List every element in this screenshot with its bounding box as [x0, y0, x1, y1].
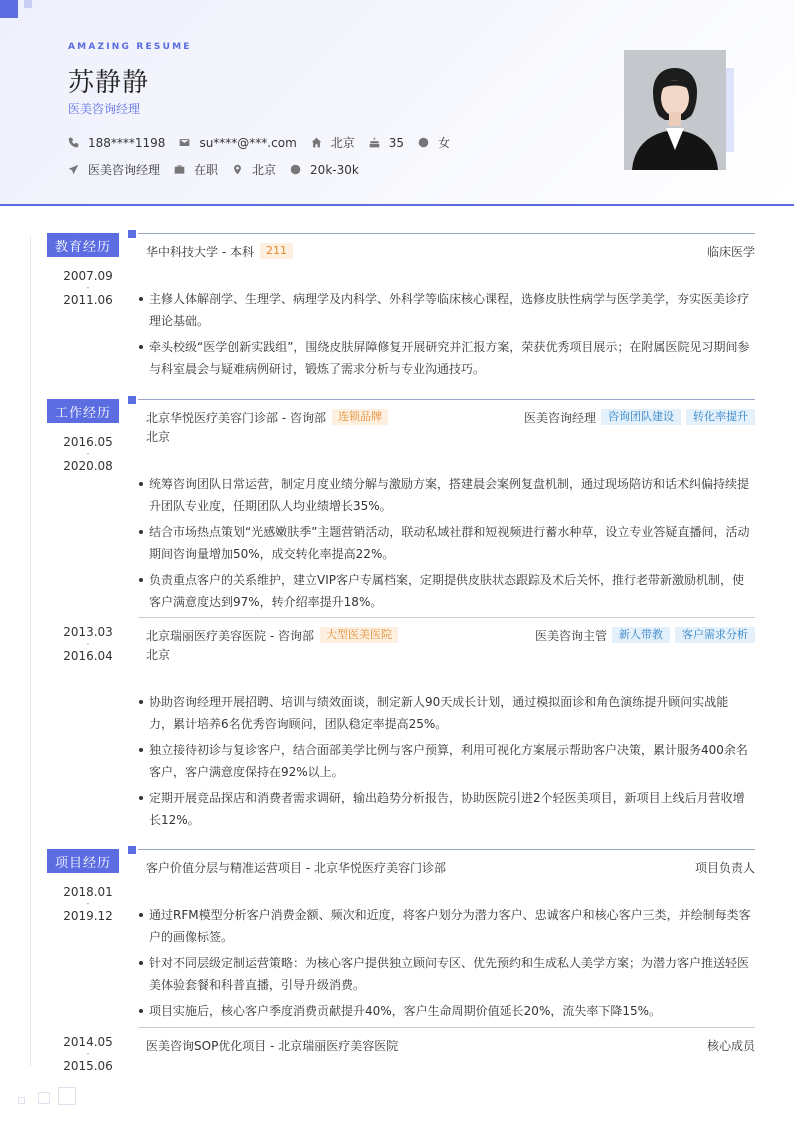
list-item: 协助咨询经理开展招聘、培训与绩效面谈，制定新人90天成长计划，通过模拟面诊和角色演练提升顾问实战能力，累计培养6名优秀咨询顾问，团队稳定率提高25%。	[138, 691, 752, 735]
role-title: 医美咨询经理	[523, 410, 596, 425]
work-date-1	[40, 436, 136, 472]
project-bullets-1	[138, 904, 752, 1026]
employment-status-info	[174, 161, 218, 178]
age-info	[369, 136, 404, 150]
list-item: 负责重点客户的关系维护，建立VIP客户专属档案，定期提供皮肤状态跟踪及术后关怀，推行老带新激励机制，使客户满意度达到97%，转介绍率提升18%。	[138, 569, 752, 613]
project-date-2	[40, 1036, 136, 1072]
project-name: 客户价值分层与精准运营项目 - 北京华悦医疗美容门诊部	[146, 860, 446, 875]
work-city-2: 北京	[146, 648, 171, 662]
money-icon	[290, 164, 301, 175]
list-item: 独立接待初诊与复诊客户，结合面部美学比例与客户预算，利用可视化方案展示帮助客户决策，累计服务400余名客户，客户满意度保持在92%以上。	[138, 739, 752, 783]
job-info-row	[68, 161, 373, 178]
date-separator: -	[86, 639, 90, 648]
section-divider-projects	[138, 849, 755, 850]
gender-icon	[418, 137, 429, 148]
education-date	[40, 270, 136, 306]
target-position-info	[68, 161, 160, 178]
section-divider-education	[138, 233, 755, 234]
entry-divider	[138, 617, 755, 618]
company-tag: 连锁品牌	[332, 409, 388, 425]
entry-divider	[138, 1027, 755, 1028]
footer-square-decoration	[58, 1087, 76, 1105]
list-item: 牵头校级“医学创新实践组”，围绕皮肤屏障修复开展研究并汇报方案，荣获优秀项目展示；在附属医院见习期间参与科室晨会与疑难病例研讨，锻炼了需求分析与专业沟通技巧。	[138, 336, 752, 380]
briefcase-icon	[174, 164, 185, 175]
avatar	[624, 50, 726, 170]
work-entry-header-2	[146, 626, 755, 644]
work-city-1: 北京	[146, 430, 171, 444]
employment-status-text: 在职	[194, 163, 219, 177]
education-bullets	[138, 288, 752, 384]
phone-icon	[68, 137, 79, 148]
target-city-info	[232, 161, 276, 178]
list-item: 主修人体解剖学、生理学、病理学及内科学、外科学等临床核心课程，选修皮肤性病学与医学美学，夯实医美诊疗理论基础。	[138, 288, 752, 332]
skill-tag: 客户需求分析	[675, 627, 755, 643]
major-name: 临床医学	[706, 244, 755, 259]
section-divider-work	[138, 399, 755, 400]
work-entry-header-1	[146, 408, 755, 426]
gender-text: 女	[438, 136, 451, 150]
phone-info	[68, 136, 165, 150]
date-separator: -	[86, 449, 90, 458]
role-group	[535, 627, 755, 644]
candidate-title: 医美咨询经理	[68, 102, 141, 116]
list-item: 统筹咨询团队日常运营，制定月度业绩分解与激励方案，搭建晨会案例复盘机制，通过现场陪访和话术纠偏持续提升团队专业度，任期团队人均业绩增长35%。	[138, 473, 752, 517]
date-separator: -	[86, 283, 90, 292]
list-item: 针对不同层级定制运营策略：为核心客户提供独立顾问专区、优先预约和生成私人美学方案；为潜力客户推送轻医美体验套餐和科普直播，引导升级消费。	[138, 952, 752, 996]
school-tag: 211	[260, 243, 293, 259]
salary-info	[290, 163, 359, 177]
date-start: 2013.03	[63, 625, 113, 639]
work-date-2	[40, 626, 136, 662]
footer-square-decoration	[18, 1097, 25, 1104]
corner-square-small-decoration	[24, 0, 32, 8]
project-role: 项目负责人	[694, 860, 755, 875]
section-label-projects: 项目经历	[47, 849, 119, 873]
project-entry-header-1	[146, 858, 755, 876]
education-entry-header	[146, 242, 755, 260]
section-marker-projects	[128, 846, 136, 854]
project-entry-header-2	[146, 1036, 755, 1054]
section-label-work: 工作经历	[47, 399, 119, 423]
skill-tag: 新人带教	[612, 627, 670, 643]
home-city-text: 北京	[330, 136, 355, 150]
send-icon	[68, 164, 79, 175]
company-tag: 大型医美医院	[320, 627, 398, 643]
project-role: 核心成员	[706, 1038, 755, 1053]
email-text: su****@***.com	[199, 135, 297, 150]
resume-header	[0, 0, 794, 206]
date-start: 2007.09	[63, 269, 113, 283]
company-name: 北京华悦医疗美容门诊部 - 咨询部	[146, 410, 326, 425]
section-label-education: 教育经历	[47, 233, 119, 257]
list-item: 项目实施后，核心客户季度消费贡献提升40%，客户生命周期价值延长20%，流失率下降15%。	[138, 1000, 752, 1022]
brand-label: AMAZING RESUME	[68, 42, 192, 52]
home-city-info	[311, 134, 355, 151]
date-start: 2018.01	[63, 885, 113, 899]
candidate-name: 苏静静	[68, 68, 150, 98]
salary-text: 20k-30k	[310, 162, 359, 177]
location-icon	[232, 164, 243, 175]
footer-square-decoration	[38, 1092, 50, 1104]
project-name: 医美咨询SOP优化项目 - 北京瑞丽医疗美容医院	[146, 1038, 399, 1053]
gender-info	[418, 134, 450, 151]
date-start: 2016.05	[63, 435, 113, 449]
target-position-text: 医美咨询经理	[88, 163, 161, 177]
section-marker-education	[128, 230, 136, 238]
date-end: 2011.06	[63, 293, 113, 307]
date-end: 2020.08	[63, 459, 113, 473]
email-info	[179, 136, 296, 150]
email-icon	[179, 137, 190, 148]
contact-info-row	[68, 134, 464, 151]
school-name: 华中科技大学 - 本科	[146, 244, 254, 259]
phone-text: 188****1198	[88, 135, 166, 150]
corner-square-decoration	[0, 0, 18, 18]
role-group	[524, 409, 755, 426]
target-city-text: 北京	[252, 163, 277, 177]
age-text: 35	[388, 135, 405, 150]
company-name: 北京瑞丽医疗美容医院 - 咨询部	[146, 628, 314, 643]
date-end: 2019.12	[63, 909, 113, 923]
list-item: 通过RFM模型分析客户消费金额、频次和近度，将客户划分为潜力客户、忠诚客户和核心客户三类，并绘制每类客户的画像标签。	[138, 904, 752, 948]
portrait-silhouette-icon	[624, 50, 726, 170]
role-title: 医美咨询主管	[534, 628, 607, 643]
list-item: 定期开展竞品探店和消费者需求调研，输出趋势分析报告，协助医院引进2个轻医美项目，新项目上线后月营收增长12%。	[138, 787, 752, 831]
date-separator: -	[86, 1049, 90, 1058]
date-separator: -	[86, 899, 90, 908]
section-marker-work	[128, 396, 136, 404]
home-icon	[311, 137, 322, 148]
timeline-line	[30, 236, 31, 1066]
work-bullets-1	[138, 473, 752, 617]
cake-icon	[369, 137, 380, 148]
skill-tag: 咨询团队建设	[601, 409, 681, 425]
skill-tag: 转化率提升	[686, 409, 755, 425]
date-end: 2015.06	[63, 1059, 113, 1073]
project-date-1	[40, 886, 136, 922]
work-bullets-2	[138, 691, 752, 835]
date-start: 2014.05	[63, 1035, 113, 1049]
list-item: 结合市场热点策划“光感嫩肤季”主题营销活动，联动私域社群和短视频进行蓄水种草，设立专业答疑直播间，活动期间咨询量增加50%，成交转化率提高22%。	[138, 521, 752, 565]
date-end: 2016.04	[63, 649, 113, 663]
